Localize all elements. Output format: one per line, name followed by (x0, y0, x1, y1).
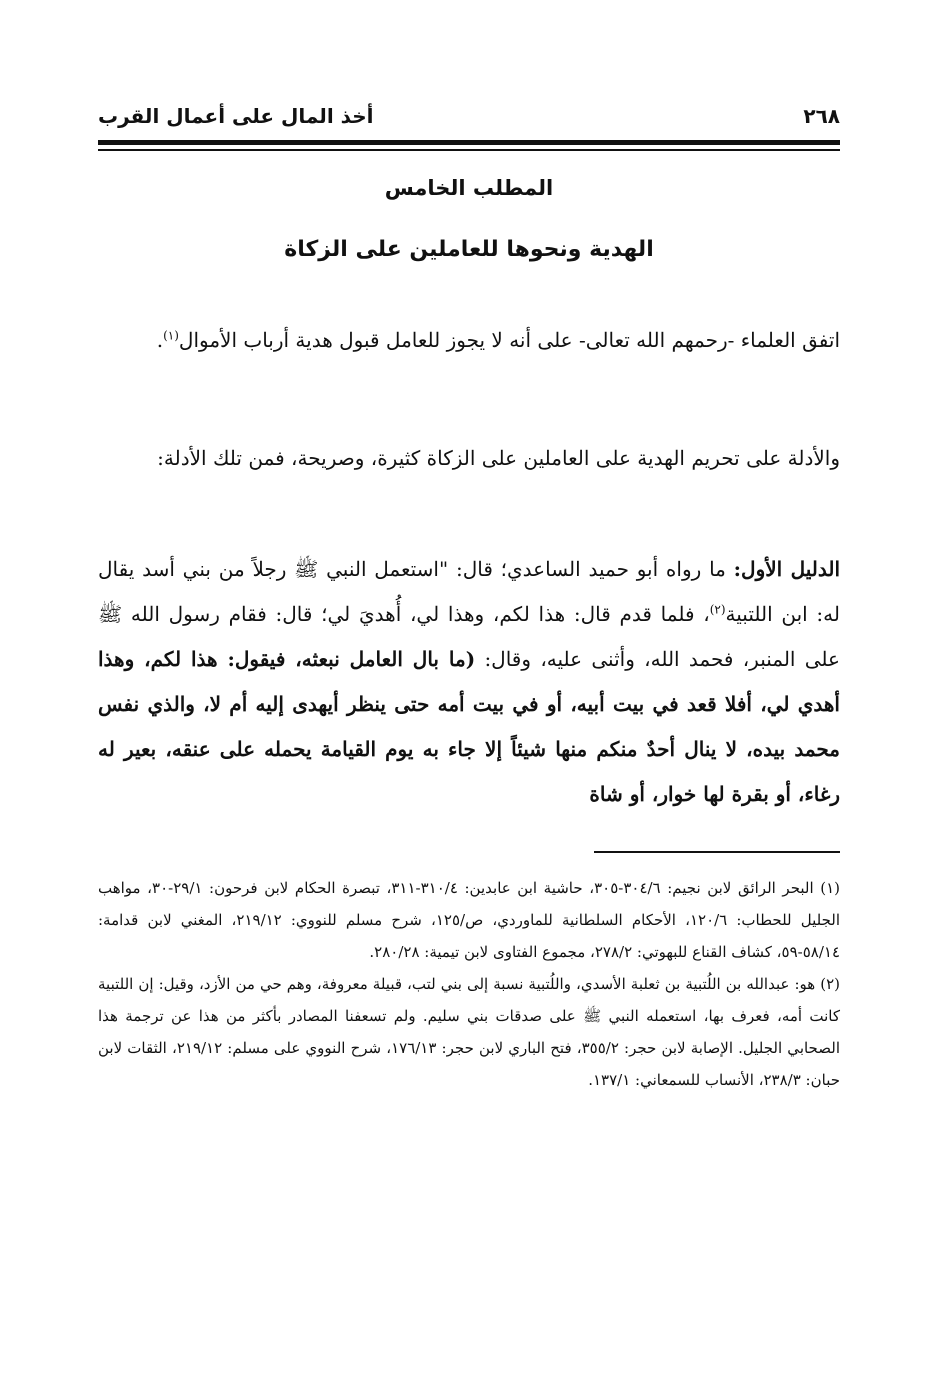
page-header (98, 96, 840, 136)
running-title: أخذ المال على أعمال القرب (98, 104, 374, 128)
footnote-1: (١) البحر الرائق لابن نجيم: ٣٠٤/٦-٣٠٥، حاشية ابن عابدين: ٣١٠/٤-٣١١، تبصرة الحكام لابن فرحون: ٢٩/١-٣٠، مواهب الجليل للحطاب: ١٢٠/٦، الأحكام السلطانية للماوردي، ص/١٢٥، شرح مسلم للنووي: ٢١٩/١٢، المغني لابن قدامة: ٥٨/١٤-٥٩، كشاف القناع للبهوتي: ٢٧٨/٢، مجموع الفتاوى لابن تيمية: ٢٨٠/٢٨. (98, 879, 841, 961)
paragraph-evidence-intro (98, 436, 840, 481)
footnote-separator (594, 851, 840, 853)
paragraph-consensus (98, 318, 840, 363)
narration-text-a: ما رواه أبو حميد الساعدي؛ قال: "استعمل النبي ﷺ رجلاً من بني أسد يقال له: ابن اللتبية (98, 557, 840, 626)
page-number: ٢٦٨ (803, 104, 840, 128)
evidence-heading: الدليل الأول: (733, 557, 840, 581)
hadith-quote: (ما بال العامل نبعثه، فيقول: هذا لكم، وهذا أهدي لي، أفلا قعد في بيت أبيه، أو في بيت أمه حتى ينظر أيهدى إليه أم لا، والذي نفس محمد بيده، لا ينال أحدٌ منكم منها شيئاً إلا جاء به يوم القيامة يحمله على عنقه، بعير له رغاء، أو بقرة لها خوار، أو شاة (98, 647, 840, 806)
section-title: المطلب الخامس (384, 176, 554, 200)
paragraph-text: والأدلة على تحريم الهدية على العاملين على الزكاة كثيرة، وصريحة، فمن تلك الأدلة: (157, 446, 840, 470)
footnote-ref-1: (١) (163, 328, 179, 343)
paragraph-first-evidence (98, 547, 840, 817)
paragraph-text: اتفق العلماء -رحمهم الله تعالى- على أنه لا يجوز للعامل قبول هدية أرباب الأموال (178, 328, 840, 352)
section-subtitle: الهدية ونحوها للعاملين على الزكاة (284, 237, 654, 262)
paragraph-end: . (156, 328, 164, 352)
footnotes (98, 872, 840, 1096)
narration-text-b: ، فلما قدم قال: هذا لكم، وهذا لي، أُهديَ لي؛ قال: فقام رسول الله ﷺ على المنبر، فحمد الله، وأثنى عليه، وقال: (98, 602, 840, 671)
header-rule-thin (98, 149, 840, 151)
footnote-2: (٢) هو: عبدالله بن اللُتبية بن ثعلبة الأسدي، واللُتبية نسبة إلى بني لتب، قبيلة معروفة، وهم حي من الأزد، وقيل: إن اللتبية كانت أمه، فعرف بها، استعمله النبي ﷺ على صدقات بني سليم. ولم تسعفنا المصادر بأكثر من هذا عن ترجمة هذا الصحابي الجليل. الإصابة لابن حجر: ٣٥٥/٢، فتح الباري لابن حجر: ١٧٦/١٣، شرح النووي على مسلم: ٢١٩/١٢، الثقات لابن حبان: ٢٣٨/٣، الأنساب للسمعاني: ١٣٧/١. (98, 975, 840, 1089)
header-rule-thick (98, 140, 840, 145)
footnote-ref-2: (٢) (709, 602, 726, 617)
